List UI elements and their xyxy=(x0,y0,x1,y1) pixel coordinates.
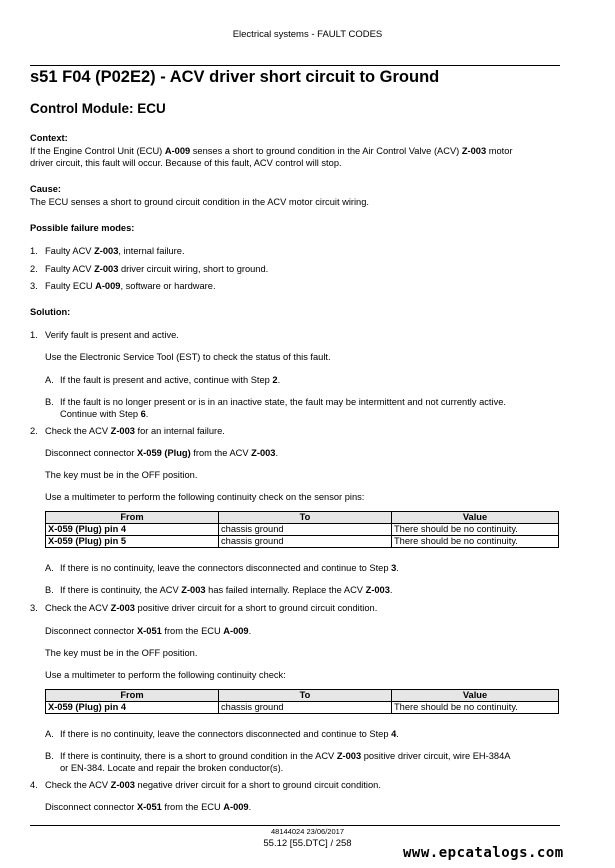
step-2-substep-a: If there is no continuity, leave the connectors disconnected and continue to Step 3. xyxy=(60,563,399,573)
step-number: 2. xyxy=(30,426,38,436)
step-1-substep-a: If the fault is present and active, continue with Step 2. xyxy=(60,375,281,385)
step-number: 1. xyxy=(30,330,38,340)
step-3-substep-b-line-1: If there is continuity, there is a short to ground condition in the ACV Z-003 positive driver circuit, wire EH-384A xyxy=(60,751,511,761)
table-cell: X-059 (Plug) pin 5 xyxy=(46,536,219,548)
page-number: 55.12 [55.DTC] / 258 xyxy=(263,838,352,849)
step-3-substep-b-line-2: or EN-384. Locate and repair the broken conductor(s). xyxy=(60,763,284,773)
watermark: www.epcatalogs.com xyxy=(403,845,564,861)
continuity-table-1 xyxy=(45,511,559,548)
step-number: 4. xyxy=(30,780,38,790)
table-cell: X-059 (Plug) pin 4 xyxy=(46,524,219,536)
column-header: From xyxy=(46,512,219,524)
column-header: From xyxy=(46,690,219,702)
failure-mode-text: Faulty ECU A-009, software or hardware. xyxy=(45,281,216,291)
table-cell: There should be no continuity. xyxy=(392,524,559,536)
substep-letter: B. xyxy=(45,397,54,407)
step-3-substep-a: If there is no continuity, leave the connectors disconnected and continue to Step 4. xyxy=(60,729,399,739)
table-cell: chassis ground xyxy=(219,536,392,548)
step-1-substep-b-line-2: Continue with Step 6. xyxy=(60,409,149,419)
table-cell: There should be no continuity. xyxy=(392,702,559,714)
failure-modes-label: Possible failure modes: xyxy=(30,223,135,233)
step-2-paragraph-3: Use a multimeter to perform the following continuity check on the sensor pins: xyxy=(45,492,365,502)
continuity-table-2 xyxy=(45,689,559,714)
solution-label: Solution: xyxy=(30,307,71,317)
step-2-paragraph-2: The key must be in the OFF position. xyxy=(45,470,198,480)
substep-letter: A. xyxy=(45,563,54,573)
step-3-text: Check the ACV Z-003 positive driver circuit for a short to ground circuit condition. xyxy=(45,603,378,613)
step-3-paragraph-1: Disconnect connector X-051 from the ECU A-009. xyxy=(45,626,252,636)
step-1-paragraph: Use the Electronic Service Tool (EST) to check the status of this fault. xyxy=(45,352,331,362)
document-id: 48144024 23/06/2017 xyxy=(271,827,344,836)
page-title: s51 F04 (P02E2) - ACV driver short circuit to Ground xyxy=(30,68,440,86)
table-cell: X-059 (Plug) pin 4 xyxy=(46,702,219,714)
failure-mode-item: 3. xyxy=(30,281,38,291)
step-2-paragraph-1: Disconnect connector X-059 (Plug) from the ACV Z-003. xyxy=(45,448,279,458)
footer-rule xyxy=(30,825,560,826)
substep-letter: A. xyxy=(45,729,54,739)
step-4-text: Check the ACV Z-003 negative driver circuit for a short to ground circuit condition. xyxy=(45,780,381,790)
column-header: To xyxy=(219,512,392,524)
failure-mode-item: 1. xyxy=(30,246,38,256)
table-header-row xyxy=(46,690,559,702)
step-1-text: Verify fault is present and active. xyxy=(45,330,179,340)
table-row xyxy=(46,524,559,536)
context-label: Context: xyxy=(30,133,68,143)
step-3-paragraph-2: The key must be in the OFF position. xyxy=(45,648,198,658)
table-header-row xyxy=(46,512,559,524)
context-line-2: driver circuit, this fault will occur. Because of this fault, ACV control will stop. xyxy=(30,158,342,168)
failure-mode-text: Faulty ACV Z-003, internal failure. xyxy=(45,246,185,256)
header-rule xyxy=(30,65,560,66)
step-2-text: Check the ACV Z-003 for an internal failure. xyxy=(45,426,225,436)
table-row xyxy=(46,702,559,714)
table-row xyxy=(46,536,559,548)
page-header: Electrical systems - FAULT CODES xyxy=(232,29,383,40)
table-cell: chassis ground xyxy=(219,702,392,714)
column-header: To xyxy=(219,690,392,702)
column-header: Value xyxy=(392,512,559,524)
column-header: Value xyxy=(392,690,559,702)
failure-mode-item: 2. xyxy=(30,264,38,274)
failure-mode-text: Faulty ACV Z-003 driver circuit wiring, short to ground. xyxy=(45,264,269,274)
substep-letter: B. xyxy=(45,751,54,761)
step-2-substep-b: If there is continuity, the ACV Z-003 has failed internally. Replace the ACV Z-003. xyxy=(60,585,393,595)
table-cell: There should be no continuity. xyxy=(392,536,559,548)
step-3-paragraph-3: Use a multimeter to perform the following continuity check: xyxy=(45,670,286,680)
cause-text: The ECU senses a short to ground circuit condition in the ACV motor circuit wiring. xyxy=(30,197,369,207)
substep-letter: A. xyxy=(45,375,54,385)
cause-label: Cause: xyxy=(30,184,62,194)
step-1-substep-b-line-1: If the fault is no longer present or is in an inactive state, the fault may be intermittent and not currently active. xyxy=(60,397,506,407)
control-module-heading: Control Module: ECU xyxy=(30,101,166,116)
table-cell: chassis ground xyxy=(219,524,392,536)
context-line-1: If the Engine Control Unit (ECU) A-009 senses a short to ground condition in the Air Control Valve (ACV) Z-003 motor xyxy=(30,146,513,156)
step-4-paragraph-1: Disconnect connector X-051 from the ECU A-009. xyxy=(45,802,252,812)
step-number: 3. xyxy=(30,603,38,613)
substep-letter: B. xyxy=(45,585,54,595)
